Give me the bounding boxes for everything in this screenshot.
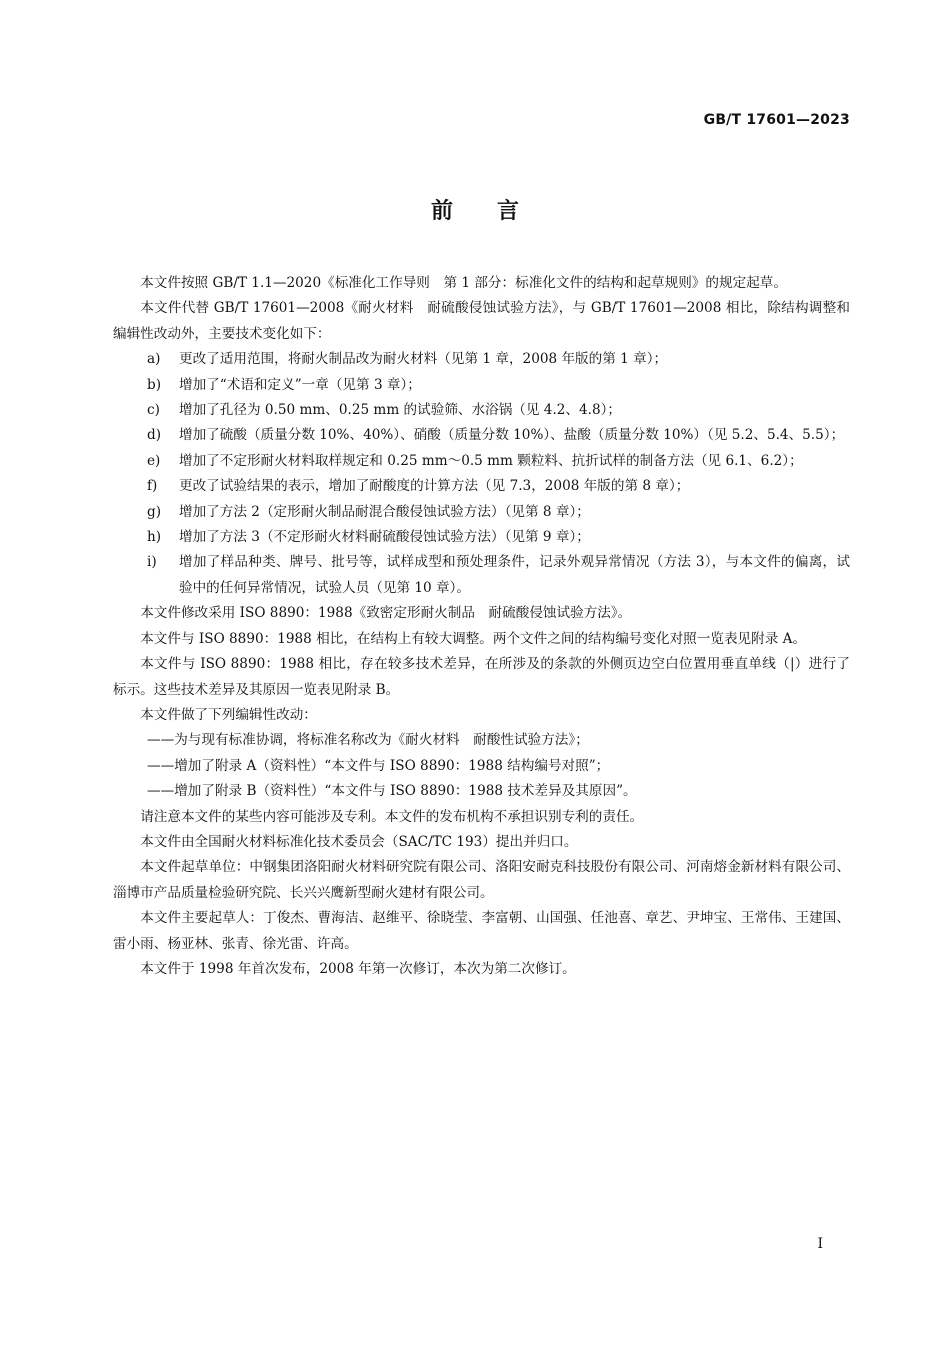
paragraph-drafting-units: 本文件起草单位：中钢集团洛阳耐火材料研究院有限公司、洛阳安耐克科技股份有限公司、河南熔金新材料有限公司、淄博市产品质量检验研究院、长兴兴鹰新型耐火建材有限公司。 — [113, 859, 850, 901]
list-item — [113, 423, 850, 448]
paragraph-editorial-intro: 本文件做了下列编辑性改动： — [140, 706, 317, 723]
paragraph-technical-deviations: 本文件与 ISO 8890：1988 相比，存在较多技术差异，在所涉及的条款的外侧页边空白位置用垂直单线（|）进行了标示。这些技术差异及其原因一览表见附录 B。 — [113, 656, 850, 698]
list-item-label: i) — [147, 554, 157, 571]
paragraph-structure-changes: 本文件与 ISO 8890：1988 相比，在结构上有较大调整。两个文件之间的结构编号变化对照一览表见附录 A。 — [140, 630, 807, 647]
list-item — [113, 347, 850, 372]
paragraph-committee: 本文件由全国耐火材料标准化技术委员会（SAC/TC 193）提出并归口。 — [140, 833, 578, 850]
list-item: ——为与现有标准协调，将标准名称改为《耐火材料 耐酸性试验方法》； — [147, 732, 589, 749]
editorial-changes-list — [113, 728, 850, 804]
list-item-text: 更改了试验结果的表示，增加了耐酸度的计算方法（见 7.3，2008 年版的第 8 章）； — [179, 478, 690, 495]
paragraph-history: 本文件于 1998 年首次发布，2008 年第一次修订，本次为第二次修订。 — [140, 960, 576, 977]
list-item: ——增加了附录 B（资料性）“本文件与 ISO 8890：1988 技术差异及其原因”。 — [147, 783, 637, 800]
list-item-label: b) — [147, 376, 162, 393]
list-item-label: c) — [147, 402, 160, 419]
page-number: I — [817, 1236, 823, 1252]
list-item-text: 增加了“术语和定义”一章（见第 3 章）； — [179, 376, 421, 393]
paragraph-drafting-rules: 本文件按照 GB/T 1.1—2020《标准化工作导则 第 1 部分：标准化文件的结构和起草规则》的规定起草。 — [140, 275, 787, 291]
page-title: 前言 — [430, 199, 563, 224]
list-item — [113, 500, 850, 525]
technical-changes-list — [113, 347, 850, 601]
list-item-text: 更改了适用范围，将耐火制品改为耐火材料（见第 1 章，2008 年版的第 1 章）； — [179, 351, 668, 368]
paragraph-drafters: 本文件主要起草人：丁俊杰、曹海洁、赵维平、徐晓莹、李富朝、山国强、任池喜、章艺、尹坤宝、王常伟、王建国、雷小雨、杨亚林、张青、徐光雷、许高。 — [113, 910, 850, 952]
list-item-text: 增加了方法 3（不定形耐火材料耐硫酸侵蚀试验方法）（见第 9 章）； — [179, 529, 590, 546]
document-body — [113, 271, 850, 982]
list-item-label: e) — [147, 452, 161, 469]
list-item: ——增加了附录 A（资料性）“本文件与 ISO 8890：1988 结构编号对照”； — [147, 757, 610, 774]
list-item — [113, 550, 850, 601]
list-item-label: g) — [147, 503, 162, 520]
list-item — [113, 474, 850, 499]
list-item-text: 增加了孔径为 0.50 mm、0.25 mm 的试验筛、水浴锅（见 4.2、4.8）； — [179, 402, 622, 419]
list-item-text: 增加了不定形耐火材料取样规定和 0.25 mm～0.5 mm 颗粒料、抗折试样的制备方法（见 6.1、6.2）； — [179, 452, 803, 469]
list-item — [113, 373, 850, 398]
paragraph-replaces: 本文件代替 GB/T 17601—2008《耐火材料 耐硫酸侵蚀试验方法》，与 GB/T 17601—2008 相比，除结构调整和编辑性改动外，主要技术变化如下： — [113, 300, 850, 342]
list-item — [113, 398, 850, 423]
list-item-label: f) — [147, 478, 158, 495]
list-item-label: h) — [147, 529, 162, 546]
list-item-text: 增加了方法 2（定形耐火制品耐混合酸侵蚀试验方法）（见第 8 章）； — [179, 503, 590, 520]
standard-number: GB/T 17601—2023 — [703, 112, 850, 128]
list-item-label: a) — [147, 351, 161, 368]
list-item-text: 增加了样品种类、牌号、批号等，试样成型和预处理条件，记录外观异常情况（方法 3），与本文件的偏离，试验中的任何异常情况，试验人员（见第 10 章）。 — [179, 554, 850, 596]
list-item-text: 增加了硫酸（质量分数 10%、40%）、硝酸（质量分数 10%）、盐酸（质量分数 10%）（见 5.2、5.4、5.5）； — [179, 427, 845, 444]
list-item — [113, 449, 850, 474]
list-item-label: d) — [147, 427, 162, 444]
list-item — [113, 525, 850, 550]
paragraph-iso-adoption: 本文件修改采用 ISO 8890：1988《致密定形耐火制品 耐硫酸侵蚀试验方法》。 — [140, 605, 632, 622]
paragraph-patent-notice: 请注意本文件的某些内容可能涉及专利。本文件的发布机构不承担识别专利的责任。 — [140, 808, 644, 825]
